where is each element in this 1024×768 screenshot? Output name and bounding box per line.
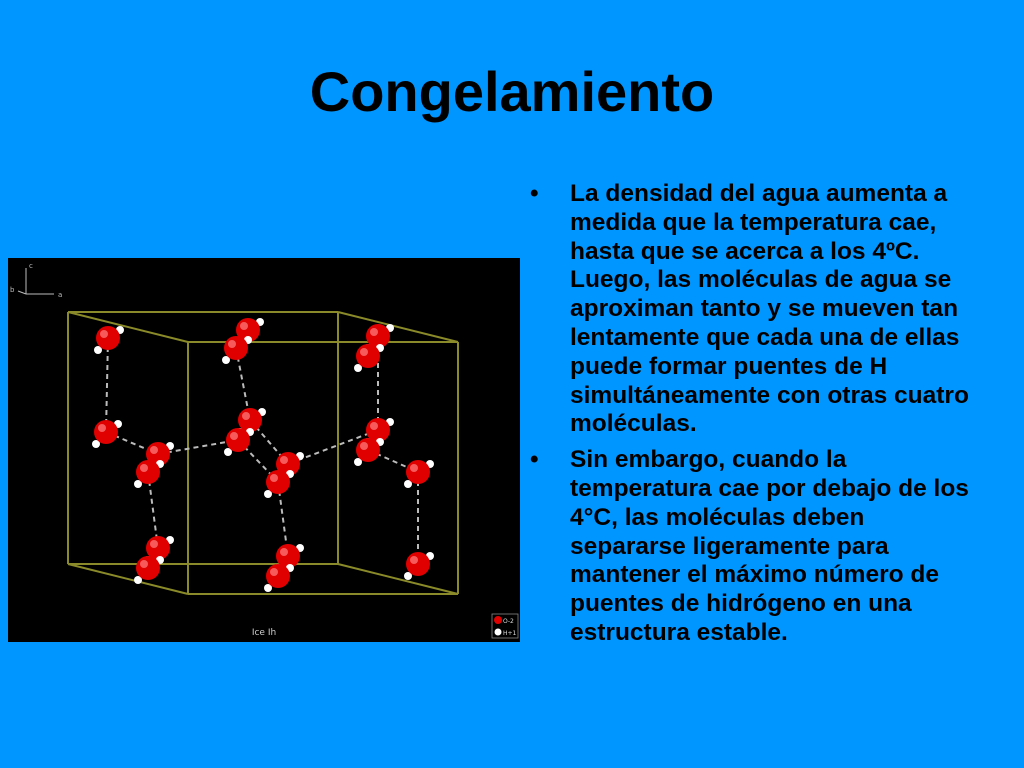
cell-edge [338,312,458,342]
cell-edge [68,312,188,342]
oxygen-highlight [228,340,236,348]
bullet-list [530,180,970,655]
legend-oxygen-label: O-2 [503,618,514,625]
oxygen-highlight [98,424,106,432]
axis-label-a: a [58,291,63,299]
oxygen-highlight [370,328,378,336]
ice-lattice-image [8,258,520,642]
oxygen-highlight [140,464,148,472]
oxygen-atom [406,460,430,484]
oxygen-atom [356,344,380,368]
oxygen-highlight [360,442,368,450]
oxygen-atom [266,470,290,494]
bullet-marker: • [530,180,539,207]
oxygen-highlight [150,540,158,548]
oxygen-atom [226,428,250,452]
oxygen-highlight [270,474,278,482]
legend-hydrogen-label: H+1 [503,630,517,637]
cell-edge [68,564,188,594]
water-molecules [92,318,434,592]
oxygen-atom [266,564,290,588]
legend-oxygen-swatch [494,616,502,624]
oxygen-highlight [140,560,148,568]
legend-hydrogen-swatch [495,629,502,636]
oxygen-highlight [280,548,288,556]
oxygen-highlight [280,456,288,464]
oxygen-highlight [410,556,418,564]
oxygen-highlight [360,348,368,356]
axis-indicator [10,262,62,299]
figure-legend [492,614,518,638]
axis-label-b: b [10,286,15,294]
unit-cell-wireframe [68,312,458,594]
bullet-item-density [530,180,970,439]
oxygen-highlight [242,412,250,420]
cell-edge [338,564,458,594]
oxygen-highlight [270,568,278,576]
oxygen-atom [136,460,160,484]
oxygen-highlight [240,322,248,330]
hydrogen-bond [106,338,108,432]
bullet-marker: • [530,446,539,474]
oxygen-atom [136,556,160,580]
axis-label-c: c [29,262,33,270]
bullet-text: La densidad del agua aumenta a medida que la temperatura cae, hasta que se acerca a los 4ºC. Luego, las moléculas de agua se aproximan tanto y se mueven tan lentamente que cada una de ellas puede formar puentes de H simultáneamente con otras cuatro moléculas. [570,180,969,438]
oxygen-atom [94,420,118,444]
oxygen-atom [356,438,380,462]
oxygen-atom [406,552,430,576]
oxygen-highlight [410,464,418,472]
oxygen-atom [96,326,120,350]
oxygen-highlight [230,432,238,440]
oxygen-highlight [370,422,378,430]
bullet-item-below-4c [530,446,970,648]
slide-title: Congelamiento [309,60,715,123]
bullet-text: Sin embargo, cuando la temperatura cae por debajo de los 4°C, las moléculas deben separarse ligeramente para mantener el máximo número de puentes de hidrógeno en una estructura estable. [570,446,969,646]
ice-crystal-figure [8,258,520,642]
figure-caption: Ice Ih [251,628,277,638]
oxygen-highlight [100,330,108,338]
oxygen-atom [224,336,248,360]
oxygen-highlight [150,446,158,454]
